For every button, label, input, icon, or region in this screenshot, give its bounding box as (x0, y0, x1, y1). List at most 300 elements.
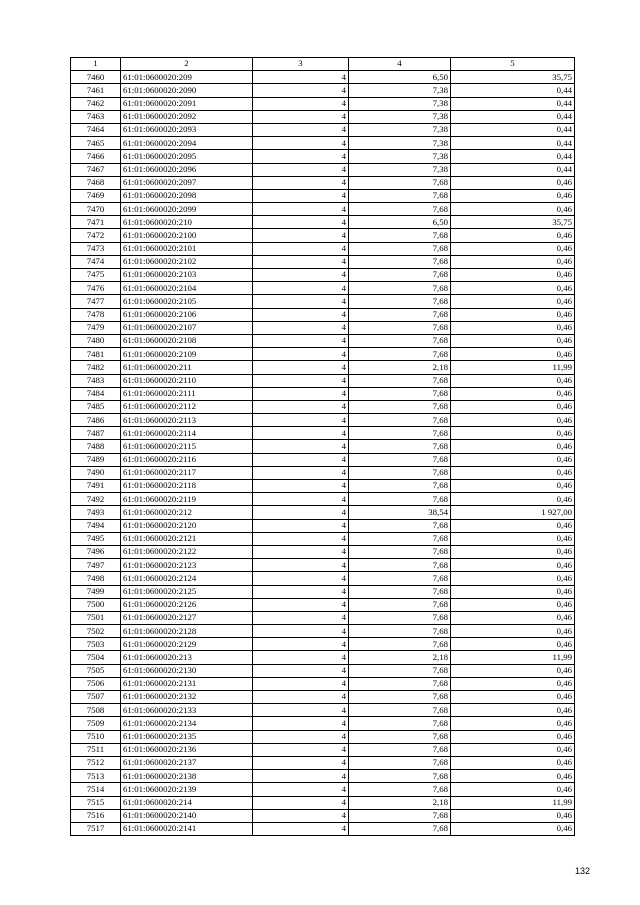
table-cell-col4: 7,68 (349, 374, 451, 387)
table-cell-col5: 0,46 (451, 717, 575, 730)
table-cell-col3: 4 (253, 638, 349, 651)
table-row (71, 255, 575, 268)
table-row (71, 466, 575, 479)
table-cell-col2: 61:01:0600020:2134 (121, 717, 253, 730)
table-cell-col1: 7507 (71, 691, 121, 704)
table-row (71, 387, 575, 400)
table-cell-col3: 4 (253, 796, 349, 809)
table-cell-col1: 7473 (71, 242, 121, 255)
table-cell-col3: 4 (253, 532, 349, 545)
table-cell-col5: 0,46 (451, 282, 575, 295)
table-row (71, 493, 575, 506)
table-cell-col3: 4 (253, 519, 349, 532)
table-cell-col1: 7480 (71, 334, 121, 347)
table-cell-col5: 0,46 (451, 770, 575, 783)
table-row (71, 651, 575, 664)
table-cell-col1: 7505 (71, 664, 121, 677)
table-cell-col4: 7,68 (349, 203, 451, 216)
table-row (71, 480, 575, 493)
table-cell-col2: 61:01:0600020:212 (121, 506, 253, 519)
table-cell-col4: 7,68 (349, 308, 451, 321)
table-cell-col2: 61:01:0600020:2117 (121, 466, 253, 479)
table-cell-col3: 4 (253, 374, 349, 387)
table-cell-col2: 61:01:0600020:214 (121, 796, 253, 809)
table-cell-col5: 0,46 (451, 374, 575, 387)
table-cell-col5: 0,46 (451, 585, 575, 598)
table-cell-col4: 7,68 (349, 400, 451, 413)
table-cell-col2: 61:01:0600020:2125 (121, 585, 253, 598)
table-cell-col4: 7,38 (349, 97, 451, 110)
table-cell-col1: 7479 (71, 321, 121, 334)
table-cell-col5: 0,46 (451, 572, 575, 585)
table-cell-col1: 7478 (71, 308, 121, 321)
table-cell-col4: 7,68 (349, 493, 451, 506)
table-cell-col5: 0,46 (451, 400, 575, 413)
table-row (71, 717, 575, 730)
table-cell-col3: 4 (253, 110, 349, 123)
table-cell-col2: 61:01:0600020:2098 (121, 189, 253, 202)
table-cell-col4: 7,68 (349, 321, 451, 334)
data-table (70, 57, 575, 836)
table-cell-col3: 4 (253, 611, 349, 624)
table-cell-col3: 4 (253, 493, 349, 506)
table-cell-col4: 7,68 (349, 717, 451, 730)
table-cell-col3: 4 (253, 704, 349, 717)
table-cell-col5: 0,46 (451, 414, 575, 427)
table-row (71, 440, 575, 453)
table-cell-col2: 61:01:0600020:2102 (121, 255, 253, 268)
table-row (71, 242, 575, 255)
table-cell-col4: 2,18 (349, 796, 451, 809)
table-cell-col1: 7469 (71, 189, 121, 202)
table-cell-col1: 7504 (71, 651, 121, 664)
table-cell-col4: 7,68 (349, 466, 451, 479)
table-cell-col1: 7495 (71, 532, 121, 545)
table-cell-col4: 7,68 (349, 176, 451, 189)
table-cell-col2: 61:01:0600020:2100 (121, 229, 253, 242)
table-cell-col4: 2,18 (349, 651, 451, 664)
table-cell-col1: 7491 (71, 480, 121, 493)
table-cell-col4: 7,68 (349, 743, 451, 756)
table-cell-col1: 7492 (71, 493, 121, 506)
table-cell-col3: 4 (253, 176, 349, 189)
table-row (71, 374, 575, 387)
table-cell-col2: 61:01:0600020:2094 (121, 137, 253, 150)
table-cell-col4: 6,50 (349, 71, 451, 84)
table-cell-col2: 61:01:0600020:2114 (121, 427, 253, 440)
table-cell-col2: 61:01:0600020:2122 (121, 545, 253, 558)
table-cell-col5: 0,44 (451, 110, 575, 123)
table-row (71, 664, 575, 677)
table-cell-col5: 0,46 (451, 493, 575, 506)
table-cell-col2: 61:01:0600020:2099 (121, 203, 253, 216)
table-row (71, 770, 575, 783)
table-cell-col5: 0,44 (451, 123, 575, 136)
table-row (71, 334, 575, 347)
table-cell-col5: 0,46 (451, 704, 575, 717)
table-row (71, 308, 575, 321)
table-cell-col5: 0,46 (451, 255, 575, 268)
table-cell-col3: 4 (253, 295, 349, 308)
table-cell-col4: 7,68 (349, 625, 451, 638)
table-cell-col1: 7485 (71, 400, 121, 413)
table-cell-col5: 0,44 (451, 163, 575, 176)
table-cell-col4: 7,38 (349, 150, 451, 163)
table-cell-col1: 7502 (71, 625, 121, 638)
table-cell-col4: 7,38 (349, 110, 451, 123)
table-cell-col1: 7497 (71, 559, 121, 572)
table-cell-col4: 7,68 (349, 453, 451, 466)
table-cell-col3: 4 (253, 822, 349, 835)
table-row (71, 163, 575, 176)
table-cell-col5: 0,46 (451, 189, 575, 202)
table-row (71, 229, 575, 242)
table-cell-col5: 0,46 (451, 387, 575, 400)
table-row (71, 414, 575, 427)
table-cell-col2: 61:01:0600020:2135 (121, 730, 253, 743)
table-cell-col5: 0,46 (451, 308, 575, 321)
table-cell-col5: 0,46 (451, 269, 575, 282)
table-cell-col3: 4 (253, 427, 349, 440)
table-cell-col1: 7503 (71, 638, 121, 651)
table-cell-col2: 61:01:0600020:2112 (121, 400, 253, 413)
table-cell-col1: 7488 (71, 440, 121, 453)
table-header (71, 58, 575, 71)
table-cell-col1: 7484 (71, 387, 121, 400)
column-header-1: 1 (71, 58, 121, 71)
table-cell-col2: 61:01:0600020:2119 (121, 493, 253, 506)
table-cell-col3: 4 (253, 361, 349, 374)
table-cell-col4: 7,68 (349, 545, 451, 558)
table-row (71, 638, 575, 651)
table-row (71, 348, 575, 361)
table-row (71, 572, 575, 585)
table-cell-col1: 7486 (71, 414, 121, 427)
table-row (71, 743, 575, 756)
table-cell-col2: 61:01:0600020:2104 (121, 282, 253, 295)
table-cell-col4: 7,68 (349, 414, 451, 427)
table-cell-col4: 7,68 (349, 809, 451, 822)
page-number: 132 (574, 866, 590, 876)
table-cell-col2: 61:01:0600020:2111 (121, 387, 253, 400)
table-cell-col3: 4 (253, 414, 349, 427)
table-cell-col2: 61:01:0600020:2136 (121, 743, 253, 756)
table-row (71, 400, 575, 413)
table-cell-col4: 7,68 (349, 282, 451, 295)
table-cell-col5: 0,44 (451, 137, 575, 150)
table-cell-col5: 0,46 (451, 756, 575, 769)
table-cell-col5: 1 927,00 (451, 506, 575, 519)
table-cell-col1: 7498 (71, 572, 121, 585)
table-cell-col1: 7515 (71, 796, 121, 809)
table-row (71, 189, 575, 202)
table-cell-col5: 0,46 (451, 453, 575, 466)
table-cell-col1: 7510 (71, 730, 121, 743)
table-cell-col5: 35,75 (451, 71, 575, 84)
table-cell-col1: 7460 (71, 71, 121, 84)
table-cell-col4: 7,68 (349, 189, 451, 202)
table-cell-col4: 7,68 (349, 664, 451, 677)
table-cell-col3: 4 (253, 453, 349, 466)
table-cell-col5: 0,46 (451, 809, 575, 822)
table-cell-col5: 0,46 (451, 611, 575, 624)
table-cell-col4: 7,68 (349, 255, 451, 268)
table-cell-col3: 4 (253, 84, 349, 97)
table-cell-col2: 61:01:0600020:2092 (121, 110, 253, 123)
table-cell-col4: 7,38 (349, 163, 451, 176)
table-cell-col3: 4 (253, 387, 349, 400)
table-cell-col2: 61:01:0600020:2128 (121, 625, 253, 638)
table-cell-col1: 7499 (71, 585, 121, 598)
table-row (71, 506, 575, 519)
table-cell-col3: 4 (253, 334, 349, 347)
table-cell-col2: 61:01:0600020:2115 (121, 440, 253, 453)
table-cell-col1: 7482 (71, 361, 121, 374)
table-cell-col3: 4 (253, 269, 349, 282)
table-cell-col2: 61:01:0600020:2133 (121, 704, 253, 717)
table-cell-col3: 4 (253, 506, 349, 519)
table-cell-col2: 61:01:0600020:2130 (121, 664, 253, 677)
table-cell-col5: 0,46 (451, 532, 575, 545)
table-cell-col2: 61:01:0600020:2120 (121, 519, 253, 532)
table-row (71, 110, 575, 123)
table-cell-col5: 0,46 (451, 638, 575, 651)
table-row (71, 611, 575, 624)
table-cell-col5: 0,46 (451, 664, 575, 677)
table-cell-col5: 0,46 (451, 242, 575, 255)
table-cell-col5: 0,46 (451, 480, 575, 493)
table-cell-col2: 61:01:0600020:2109 (121, 348, 253, 361)
table-cell-col1: 7516 (71, 809, 121, 822)
table-cell-col2: 61:01:0600020:2131 (121, 677, 253, 690)
table-cell-col2: 61:01:0600020:2129 (121, 638, 253, 651)
table-cell-col3: 4 (253, 783, 349, 796)
table-cell-col1: 7474 (71, 255, 121, 268)
table-cell-col5: 0,46 (451, 334, 575, 347)
table-row (71, 598, 575, 611)
table-cell-col3: 4 (253, 598, 349, 611)
table-row (71, 796, 575, 809)
table-cell-col5: 0,46 (451, 598, 575, 611)
table-cell-col2: 61:01:0600020:2103 (121, 269, 253, 282)
table-cell-col4: 7,68 (349, 677, 451, 690)
table-cell-col4: 7,68 (349, 691, 451, 704)
table-cell-col4: 7,68 (349, 480, 451, 493)
table-row (71, 123, 575, 136)
table-cell-col4: 7,68 (349, 427, 451, 440)
table-cell-col5: 0,44 (451, 150, 575, 163)
table-cell-col4: 7,68 (349, 756, 451, 769)
column-header-4: 4 (349, 58, 451, 71)
table-cell-col2: 61:01:0600020:2126 (121, 598, 253, 611)
table-cell-col1: 7496 (71, 545, 121, 558)
table-cell-col4: 7,68 (349, 585, 451, 598)
table-cell-col5: 0,46 (451, 321, 575, 334)
table-cell-col1: 7512 (71, 756, 121, 769)
table-row (71, 269, 575, 282)
table-cell-col2: 61:01:0600020:2113 (121, 414, 253, 427)
table-cell-col1: 7489 (71, 453, 121, 466)
table-cell-col1: 7464 (71, 123, 121, 136)
table-cell-col3: 4 (253, 559, 349, 572)
table-cell-col1: 7463 (71, 110, 121, 123)
table-cell-col2: 61:01:0600020:2137 (121, 756, 253, 769)
table-cell-col5: 11,99 (451, 796, 575, 809)
table-cell-col2: 61:01:0600020:2108 (121, 334, 253, 347)
table-cell-col2: 61:01:0600020:213 (121, 651, 253, 664)
table-cell-col4: 7,68 (349, 822, 451, 835)
table-cell-col1: 7506 (71, 677, 121, 690)
table-cell-col3: 4 (253, 71, 349, 84)
table-cell-col5: 0,46 (451, 519, 575, 532)
table-cell-col3: 4 (253, 97, 349, 110)
table-cell-col3: 4 (253, 203, 349, 216)
table-cell-col2: 61:01:0600020:210 (121, 216, 253, 229)
table-cell-col4: 7,68 (349, 638, 451, 651)
table-cell-col3: 4 (253, 400, 349, 413)
table-cell-col1: 7487 (71, 427, 121, 440)
table-cell-col3: 4 (253, 730, 349, 743)
table-cell-col3: 4 (253, 717, 349, 730)
table-cell-col4: 2,18 (349, 361, 451, 374)
table-cell-col3: 4 (253, 189, 349, 202)
table-cell-col2: 61:01:0600020:2141 (121, 822, 253, 835)
table-cell-col4: 7,68 (349, 611, 451, 624)
table-cell-col3: 4 (253, 348, 349, 361)
table-cell-col2: 61:01:0600020:2097 (121, 176, 253, 189)
table-cell-col1: 7501 (71, 611, 121, 624)
table-cell-col1: 7508 (71, 704, 121, 717)
table-cell-col4: 7,68 (349, 572, 451, 585)
table-cell-col3: 4 (253, 677, 349, 690)
table-cell-col5: 0,46 (451, 691, 575, 704)
table-cell-col4: 7,38 (349, 123, 451, 136)
table-cell-col5: 0,44 (451, 84, 575, 97)
table-cell-col2: 61:01:0600020:211 (121, 361, 253, 374)
table-row (71, 71, 575, 84)
table-cell-col4: 7,68 (349, 519, 451, 532)
table-cell-col3: 4 (253, 770, 349, 783)
table-row (71, 137, 575, 150)
table-cell-col2: 61:01:0600020:2096 (121, 163, 253, 176)
table-cell-col2: 61:01:0600020:2123 (121, 559, 253, 572)
table-cell-col4: 7,68 (349, 242, 451, 255)
table-cell-col5: 11,99 (451, 651, 575, 664)
column-header-2: 2 (121, 58, 253, 71)
table-cell-col2: 61:01:0600020:2138 (121, 770, 253, 783)
table-cell-col1: 7483 (71, 374, 121, 387)
table-cell-col5: 0,46 (451, 440, 575, 453)
table-cell-col1: 7476 (71, 282, 121, 295)
table-cell-col1: 7494 (71, 519, 121, 532)
table-cell-col1: 7493 (71, 506, 121, 519)
table-cell-col5: 0,46 (451, 229, 575, 242)
table-cell-col1: 7475 (71, 269, 121, 282)
table-cell-col4: 7,68 (349, 559, 451, 572)
table-row (71, 559, 575, 572)
table-row (71, 84, 575, 97)
table-cell-col5: 0,46 (451, 545, 575, 558)
table-row (71, 150, 575, 163)
table-cell-col5: 0,46 (451, 743, 575, 756)
table-cell-col4: 7,68 (349, 598, 451, 611)
table-cell-col3: 4 (253, 229, 349, 242)
table-cell-col1: 7514 (71, 783, 121, 796)
table-cell-col3: 4 (253, 123, 349, 136)
table-cell-col3: 4 (253, 282, 349, 295)
table-cell-col2: 61:01:0600020:2132 (121, 691, 253, 704)
table-cell-col1: 7500 (71, 598, 121, 611)
table-row (71, 545, 575, 558)
table-cell-col3: 4 (253, 163, 349, 176)
table-cell-col3: 4 (253, 440, 349, 453)
table-cell-col3: 4 (253, 321, 349, 334)
table-row (71, 822, 575, 835)
table-cell-col2: 61:01:0600020:209 (121, 71, 253, 84)
table-cell-col5: 0,46 (451, 203, 575, 216)
table-row (71, 295, 575, 308)
table-cell-col4: 7,68 (349, 295, 451, 308)
table-row (71, 730, 575, 743)
table-row (71, 625, 575, 638)
table-cell-col3: 4 (253, 466, 349, 479)
table-row (71, 216, 575, 229)
table-cell-col5: 0,46 (451, 466, 575, 479)
table-cell-col3: 4 (253, 664, 349, 677)
table-cell-col3: 4 (253, 242, 349, 255)
table-cell-col2: 61:01:0600020:2105 (121, 295, 253, 308)
table-cell-col3: 4 (253, 545, 349, 558)
table-cell-col5: 0,46 (451, 730, 575, 743)
table-cell-col2: 61:01:0600020:2106 (121, 308, 253, 321)
table-cell-col4: 7,68 (349, 229, 451, 242)
table-cell-col2: 61:01:0600020:2110 (121, 374, 253, 387)
table-cell-col4: 7,68 (349, 348, 451, 361)
table-cell-col3: 4 (253, 216, 349, 229)
table-cell-col3: 4 (253, 572, 349, 585)
table-cell-col1: 7481 (71, 348, 121, 361)
table-cell-col2: 61:01:0600020:2107 (121, 321, 253, 334)
table-cell-col2: 61:01:0600020:2095 (121, 150, 253, 163)
table-cell-col1: 7517 (71, 822, 121, 835)
table-cell-col1: 7509 (71, 717, 121, 730)
table-row (71, 532, 575, 545)
table-cell-col5: 11,99 (451, 361, 575, 374)
table-cell-col4: 7,68 (349, 440, 451, 453)
table-cell-col1: 7513 (71, 770, 121, 783)
table-row (71, 361, 575, 374)
table-row (71, 321, 575, 334)
table-cell-col4: 7,38 (349, 84, 451, 97)
table-row (71, 809, 575, 822)
table-cell-col5: 0,46 (451, 176, 575, 189)
table-cell-col2: 61:01:0600020:2116 (121, 453, 253, 466)
table-cell-col4: 7,68 (349, 730, 451, 743)
table-cell-col4: 7,68 (349, 387, 451, 400)
table-cell-col2: 61:01:0600020:2139 (121, 783, 253, 796)
table-cell-col2: 61:01:0600020:2091 (121, 97, 253, 110)
table-cell-col3: 4 (253, 743, 349, 756)
table-row (71, 203, 575, 216)
table-cell-col3: 4 (253, 255, 349, 268)
table-cell-col3: 4 (253, 585, 349, 598)
table-row (71, 176, 575, 189)
table-cell-col1: 7477 (71, 295, 121, 308)
table-cell-col4: 7,68 (349, 269, 451, 282)
table-cell-col5: 0,46 (451, 822, 575, 835)
table-row (71, 427, 575, 440)
table-cell-col2: 61:01:0600020:2118 (121, 480, 253, 493)
